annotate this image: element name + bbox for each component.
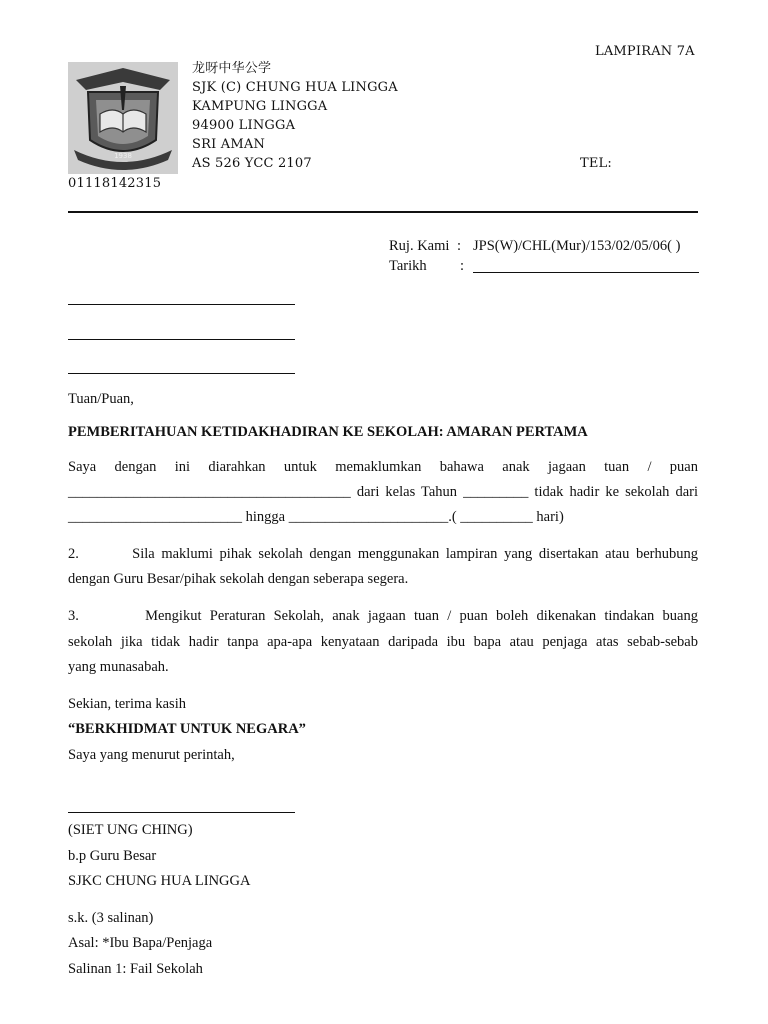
crest-emblem-icon <box>68 62 178 174</box>
paragraph-1-line-2: _______________________________________ dari kelas Tahun _________ tidak hadir ke sekolah dari <box>68 484 698 500</box>
paragraph-3-line-1: 3. Mengikut Peraturan Sekolah, anak jagaan tuan / puan boleh dikenakan tindakan buang <box>68 608 698 624</box>
signatory-name: (SIET UNG CHING) <box>68 822 193 838</box>
paragraph-2-line-1: 2. Sila maklumi pihak sekolah dengan menggunakan lampiran yang disertakan atau berhubung <box>68 546 698 562</box>
school-name-chinese: 龙呀中华公学 <box>192 61 272 76</box>
crest-year: 1938 <box>114 152 132 160</box>
signature-line <box>68 812 295 813</box>
paragraph-3-line-2: sekolah jika tidak hadir tanpa apa-apa kenyataan daripada ibu bapa atau penjaga atas sebab-sebab <box>68 634 698 650</box>
paragraph-3-line-3: yang munasabah. <box>68 659 169 675</box>
annex-label: LAMPIRAN 7A <box>595 44 695 59</box>
salutation: Tuan/Puan, <box>68 391 134 407</box>
signatory-role: b.p Guru Besar <box>68 848 157 864</box>
closing-text: Sekian, terima kasih <box>68 696 186 712</box>
header-divider <box>68 211 698 213</box>
school-crest-logo <box>68 62 178 174</box>
recipient-line-2 <box>68 339 295 340</box>
school-code: AS 526 YCC 2107 <box>192 156 312 171</box>
copies-count: s.k. (3 salinan) <box>68 910 154 926</box>
paragraph-1-line-1: Saya dengan ini diarahkan untuk memaklumkan bahawa anak jagaan tuan / puan <box>68 459 698 475</box>
address-line-2: 94900 LINGGA <box>192 118 296 133</box>
paragraph-1-line-3: ________________________ hingga ______________________.( __________ hari) <box>68 509 564 525</box>
copy-1: Salinan 1: Fail Sekolah <box>68 961 203 977</box>
recipient-line-1 <box>68 304 295 305</box>
address-line-1: KAMPUNG LINGGA <box>192 99 328 114</box>
copy-original: Asal: *Ibu Bapa/Penjaga <box>68 935 213 951</box>
recipient-line-3 <box>68 373 295 374</box>
obedient-text: Saya yang menurut perintah, <box>68 747 235 763</box>
address-line-3: SRI AMAN <box>192 137 266 152</box>
tarikh-colon: : <box>460 258 465 274</box>
ruj-colon: : <box>457 238 462 254</box>
signatory-school: SJKC CHUNG HUA LINGGA <box>68 873 251 889</box>
tel-number: 01118142315 <box>68 176 162 191</box>
motto: “BERKHIDMAT UNTUK NEGARA” <box>68 721 306 737</box>
paragraph-2-line-2: dengan Guru Besar/pihak sekolah dengan seberapa segera. <box>68 571 409 587</box>
tarikh-label: Tarikh <box>389 258 427 274</box>
letter-subject: PEMBERITAHUAN KETIDAKHADIRAN KE SEKOLAH: AMARAN PERTAMA <box>68 424 588 440</box>
ruj-label: Ruj. Kami <box>389 238 450 254</box>
ruj-value: JPS(W)/CHL(Mur)/153/02/05/06( ) <box>473 238 681 254</box>
tarikh-blank-line <box>473 272 699 273</box>
school-name: SJK (C) CHUNG HUA LINGGA <box>192 80 398 95</box>
tel-label: TEL: <box>580 156 612 171</box>
